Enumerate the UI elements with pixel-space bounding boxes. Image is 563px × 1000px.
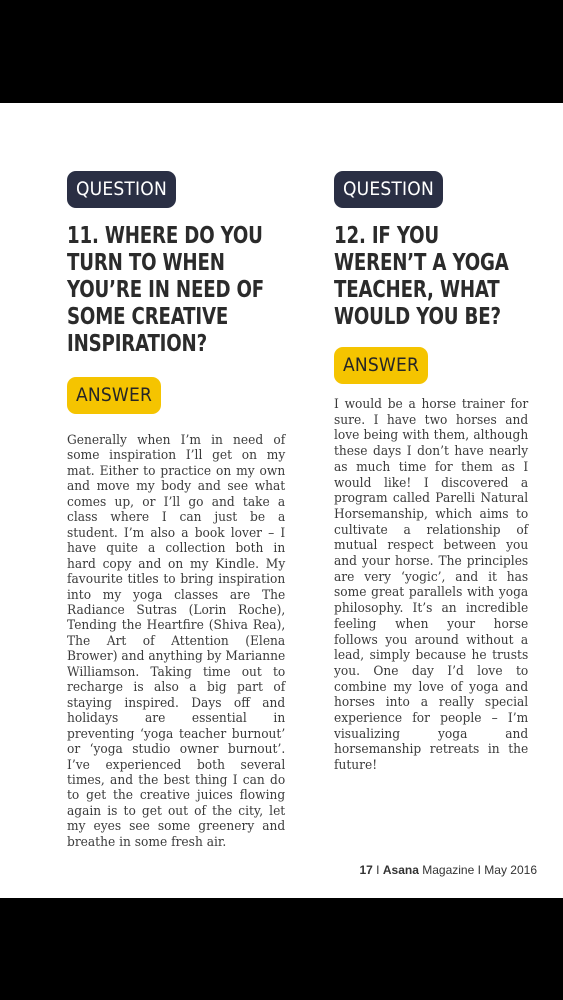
magazine-label: Magazine: [422, 863, 475, 877]
issue-date: May 2016: [484, 863, 537, 877]
question-title: 11. WHERE DO YOU TURN TO WHEN YOU’RE IN NEED OF SOME CREATIVE INSPIRATION?: [67, 221, 265, 357]
answer-text: Generally when I’m in need of some inspiration I’ll get on my mat. Either to practice on my own and move my body and see what comes up, or I’ll go and take a class where I can just be a student. I’m also a book lover – I have quite a collection both in hard copy and on my Kindle. My favourite titles to bring inspiration into my yoga classes are The Radiance Sutras (Lorin Roche), Tending the Heartfire (Shiva Rea), The Art of Attention (Elena Brower) and anything by Marianne Williamson. Taking time out to recharge is also a big part of staying inspired. Days off and holidays are essential in preventing ‘yoga teacher burnout’ or ‘yoga studio owner burnout’. I’ve experienced both several times, and the best thing I can do to get the creative juices flowing again is to get out of the city, let my eyes see some greenery and breathe in some fresh air.: [67, 433, 286, 850]
page-footer: [359, 863, 537, 877]
question-badge: QUESTION: [334, 171, 443, 208]
answer-badge: ANSWER: [67, 377, 161, 414]
magazine-page: [0, 103, 563, 898]
page-number: 17: [359, 863, 373, 877]
answer-badge: ANSWER: [334, 347, 428, 384]
magazine-brand: Asana: [382, 863, 419, 877]
question-column-11: [67, 171, 285, 850]
question-badge: QUESTION: [67, 171, 176, 208]
answer-text: I would be a horse trainer for sure. I have two horses and love being with them, although these days I don’t have nearly as much time for them as I would like! I discovered a program called Parelli Natural Horsemanship, which aims to cultivate a relationship of mutual respect between you and your horse. The principles are very ‘yogic’, and it has some great parallels with yoga philosophy. It’s an incredible feeling when your horse follows you around without a lead, simply because he trusts you. One day I’d love to combine my love of yoga and horses into a really special experience for people – I’m visualizing yoga and horsemanship retreats in the future!: [334, 397, 529, 774]
footer-separator: I: [376, 863, 380, 877]
question-title: 12. IF YOU WEREN’T A YOGA TEACHER, WHAT WOULD YOU BE?: [334, 221, 509, 330]
question-column-12: [334, 171, 528, 774]
footer-separator: I: [477, 863, 481, 877]
